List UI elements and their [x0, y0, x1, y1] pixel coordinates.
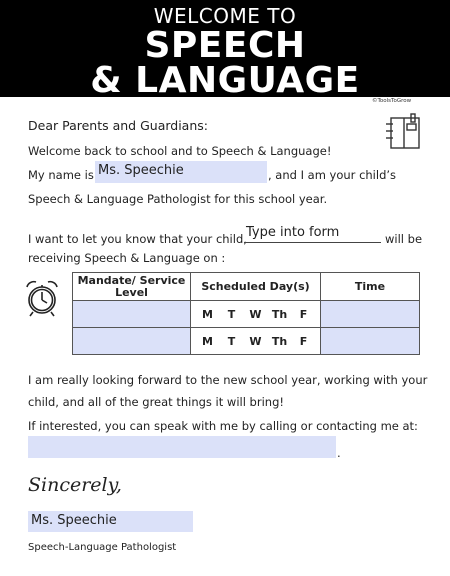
alarm-clock-icon [22, 277, 62, 319]
child-prefix: I want to let you know that your child, [28, 232, 247, 246]
mandate-field[interactable] [73, 328, 191, 355]
looking-forward-line-1: I am really looking forward to the new school year, working with your [28, 373, 428, 387]
child-suffix: will be [385, 232, 423, 246]
time-field[interactable] [321, 328, 420, 355]
sincerely-signature: Sincerely, [28, 474, 122, 496]
header-line-2: SPEECH [144, 25, 306, 66]
day-m[interactable]: M [202, 334, 213, 348]
day-w[interactable]: W [249, 307, 262, 321]
day-f[interactable]: F [299, 334, 308, 348]
header-line-1: WELCOME TO [153, 4, 297, 28]
day-options [191, 301, 321, 328]
contact-line: If interested, you can speak with me by calling or contacting me at: [28, 419, 418, 433]
day-th[interactable]: Th [271, 334, 288, 348]
welcome-line: Welcome back to school and to Speech & Language! [28, 144, 332, 158]
day-t[interactable]: T [227, 334, 236, 348]
table-row [73, 301, 420, 328]
time-field[interactable] [321, 301, 420, 328]
signature-name-field[interactable]: Ms. Speechie [28, 511, 193, 532]
day-options [191, 328, 321, 355]
day-t[interactable]: T [227, 307, 236, 321]
header-time: Time [321, 273, 420, 301]
teacher-name-field[interactable]: Ms. Speechie [95, 161, 267, 183]
header-mandate: Mandate/ Service Level [73, 273, 191, 301]
mandate-field[interactable] [73, 301, 191, 328]
header-line-3: & LANGUAGE [90, 60, 360, 101]
contact-period: . [337, 446, 341, 460]
name-suffix: , and I am your child’s [268, 168, 397, 182]
role-line: Speech & Language Pathologist for this school year. [28, 192, 328, 206]
name-prefix: My name is [28, 168, 94, 182]
child-name-field[interactable]: Type into form [244, 224, 381, 243]
book-planner-icon [383, 112, 423, 152]
looking-forward-line-2: child, and all of the great things it will bring! [28, 395, 284, 409]
table-header-row [73, 273, 420, 301]
day-m[interactable]: M [202, 307, 213, 321]
contact-info-field[interactable] [28, 436, 336, 458]
pathologist-title: Speech-Language Pathologist [28, 542, 177, 553]
day-w[interactable]: W [249, 334, 262, 348]
day-th[interactable]: Th [271, 307, 288, 321]
schedule-table [72, 272, 420, 355]
header-days: Scheduled Day(s) [191, 273, 321, 301]
receiving-line: receiving Speech & Language on : [28, 251, 226, 265]
greeting: Dear Parents and Guardians: [28, 118, 208, 133]
copyright-credit: ©ToolsToGrow [372, 98, 412, 104]
day-f[interactable]: F [299, 307, 308, 321]
table-row [73, 328, 420, 355]
